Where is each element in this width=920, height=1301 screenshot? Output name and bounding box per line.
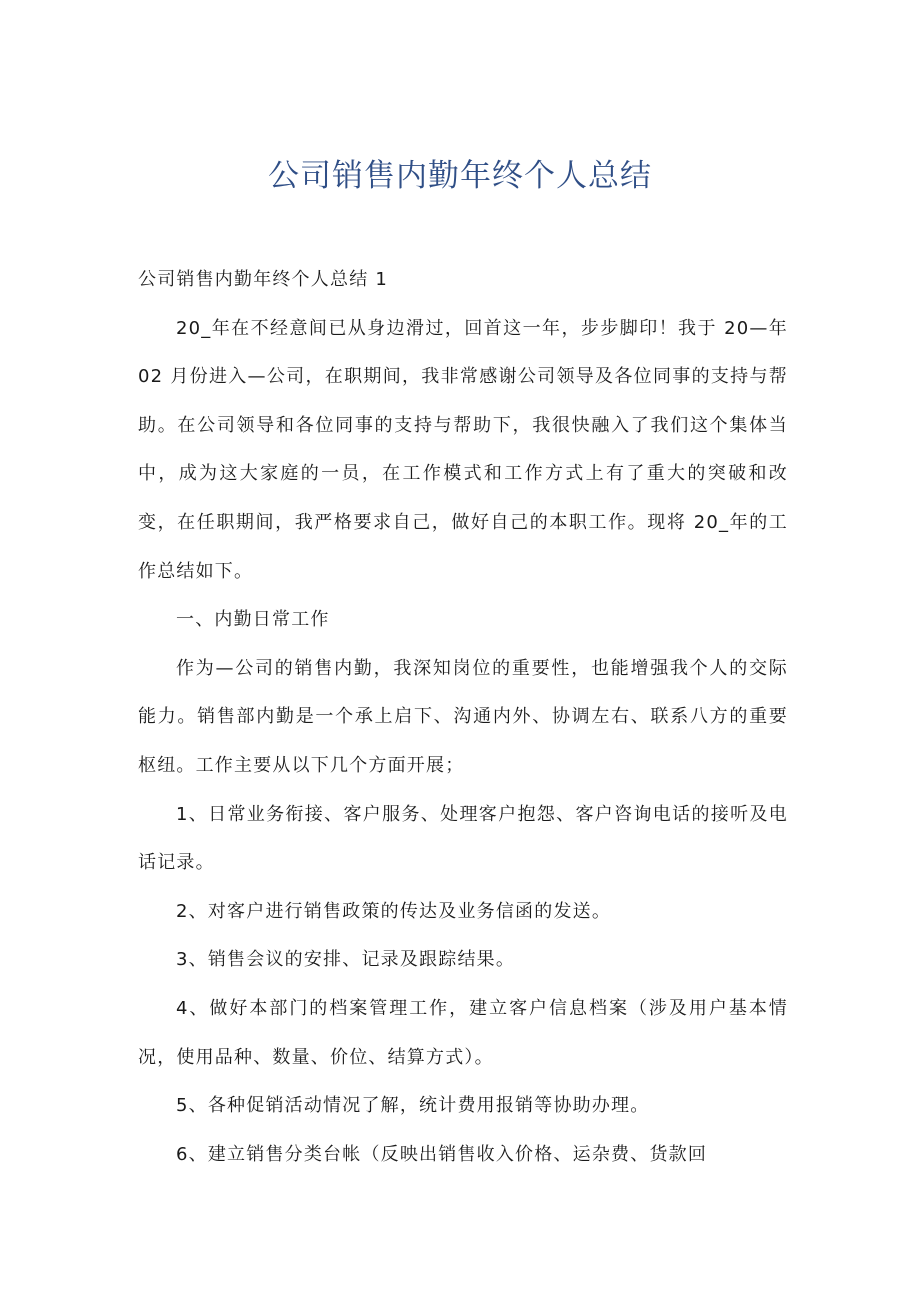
list-item-4: 4、做好本部门的档案管理工作，建立客户信息档案（涉及用户基本情况，使用品种、数量、价位、结算方式）。 [138, 997, 788, 1068]
subsection-heading: 一、内勤日常工作 [176, 609, 330, 631]
paragraph-role: 作为—公司的销售内勤，我深知岗位的重要性，也能增强我个人的交际能力。销售部内勤是一个承上启下、沟通内外、协调左右、联系八方的重要枢纽。工作主要从以下几个方面开展； [138, 657, 788, 776]
list-item-6: 6、建立销售分类台帐（反映出销售收入价格、运杂费、货款回 [176, 1143, 708, 1165]
section-heading: 公司销售内勤年终个人总结 1 [138, 269, 388, 290]
list-item-2: 2、对客户进行销售政策的传达及业务信函的发送。 [176, 900, 612, 922]
list-item-5: 5、各种促销活动情况了解，统计费用报销等协助办理。 [176, 1095, 650, 1117]
document-title: 公司销售内勤年终个人总结 [268, 158, 652, 194]
list-item-1: 1、日常业务衔接、客户服务、处理客户抱怨、客户咨询电话的接听及电话记录。 [138, 803, 788, 874]
list-item-3: 3、销售会议的安排、记录及跟踪结果。 [176, 949, 516, 971]
paragraph-intro: 20_年在不经意间已从身边滑过，回首这一年，步步脚印！我于 20—年 02 月份进入—公司，在职期间，我非常感谢公司领导及各位同事的支持与帮助。在公司领导和各位同事的支持与帮助下，我很快融入了我们这个集体当中，成为这大家庭的一员，在工作模式和工作方式上有了重大的突破和改变，在任职期间，我严格要求自己，做好自己的本职工作。现将 20_年的工作总结如下。 [138, 317, 788, 582]
document-body [138, 256, 788, 1179]
